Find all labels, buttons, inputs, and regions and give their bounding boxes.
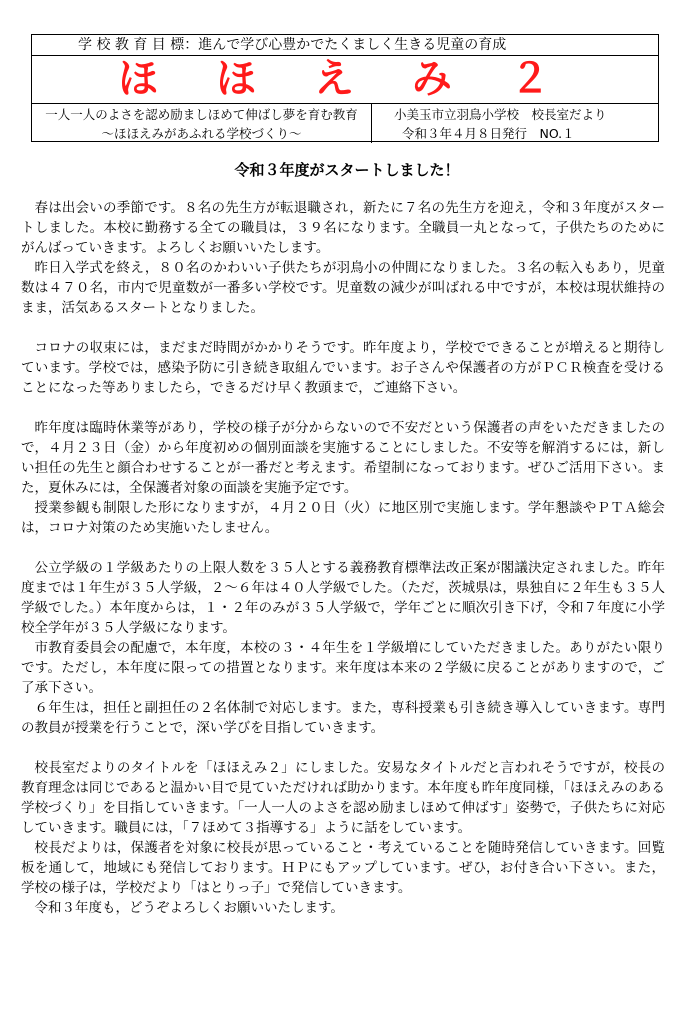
paragraph: 授業参観も制限した形になりますが，４月２０日（火）に地区別で実施します。学年懇談やＰＴＡ総会は，コロナ対策のため実施いたしません。 (21, 500, 665, 536)
issue-date-number: 令和３年４月８日発行 NO.１ (402, 126, 575, 141)
paragraph: 令和３年度も，どうぞよろしくお願いいたします。 (34, 900, 344, 916)
masthead (31, 34, 659, 142)
paragraph: 春は出会いの季節です。８名の先生方が転退職され，新たに７名の先生方を迎え，令和３年度がスタートしました。本校に勤務する全ての職員は，３９名になります。全職員一丸となって，子供たちのためにがんばっていきます。よろしくお願いいたします。 (21, 200, 665, 256)
masthead-info (32, 104, 658, 143)
motto-line-2: ～ほほえみがあふれる学校づくり～ (101, 126, 302, 141)
paragraph: 市教育委員会の配慮で，本年度，本校の３・４年生を１学級増にしていただきました。ありがたい限りです。ただし，本年度に限っての措置となります。来年度は本来の２学級に戻ることがありますので，ご了承下さい。 (21, 640, 665, 696)
article-headline: 令和３年度がスタートしました！ (234, 161, 460, 179)
article-body (21, 198, 665, 918)
motto-line-1: 一人一人のよさを認め励ましほめて伸ばし夢を育む教育 (45, 107, 358, 122)
publication-info (372, 104, 658, 143)
publisher: 小美玉市立羽鳥小学校 校長室だより (394, 107, 607, 122)
paragraph-gap (21, 398, 665, 418)
paragraph-gap (21, 538, 665, 558)
paragraph: 校長だよりは，保護者を対象に校長が思っていること・考えていることを随時発信していきます。回覧板を通して，地域にも発信しております。ＨＰにもアップしています。ぜひ，お付き合い下さい。また，学校の様子は，学校だより「はとりっ子」で発信していきます。 (21, 840, 665, 896)
school-goal: 学 校 教 育 目 標：進んで学び心豊かでたくましく生きる児童の育成 (32, 35, 658, 56)
education-motto (32, 104, 372, 143)
paragraph: 昨日入学式を終え，８０名のかわいい子供たちが羽鳥小の仲間になりました。３名の転入もあり，児童数は４７０名，市内で児童数が一番多い学校です。児童数の減少が叫ばれる中ですが，本校は現状維持のまま，活気あるスタートとなりました。 (21, 260, 665, 316)
paragraph-gap (21, 318, 665, 338)
paragraph-gap (21, 738, 665, 758)
paragraph: コロナの収束には，まだまだ時間がかかりそうです。昨年度より，学校でできることが増えると期待しています。学校では，感染予防に引き続き取組んでいます。お子さんや保護者の方がＰＣＲ検査を受けることになった等ありましたら，できるだけ早く教頭まで，ご連絡下さい。 (21, 340, 665, 396)
paragraph: ６年生は，担任と副担任の２名体制で対応します。また，専科授業も引き続き導入していきます。専門の教員が授業を行うことで，深い学びを目指していきます。 (21, 700, 665, 736)
paragraph: 昨年度は臨時休業等があり，学校の様子が分からないので不安だという保護者の声をいただきましたので，４月２３日（金）から年度初めの個別面談を実施することにしました。不安等を解消するには，新しい担任の先生と顔合わせすることが一番だと考えます。希望制になっております。ぜひご活用下さい。また，夏休みには，全保護者対象の面談を実施予定です。 (21, 420, 665, 496)
newsletter-title: ほ ほ え み ２ (32, 56, 658, 104)
paragraph: 校長室だよりのタイトルを「ほほえみ２」にしました。安易なタイトルだと言われそうですが，校長の教育理念は同じであると温かい目で見ていただければ助かります。本年度も昨年度同様，「ほほえみのある学校づくり」を目指していきます。「一人一人のよさを認め励ましほめて伸ばす」姿勢で，子供たちに対応していきます。職員には，「７ほめて３指導する」ように話をしています。 (21, 760, 665, 836)
paragraph: 公立学級の１学級あたりの上限人数を３５人とする義務教育標準法改正案が閣議決定されました。昨年度までは１年生が３５人学級，２～６年は４０人学級でした。（ただ，茨城県は，県独自に２年生も３５人学級でした。）本年度からは，１・２年のみが３５人学級で，学年ごとに順次引き下げ，令和７年度に小学校全学年が３５人学級になります。 (21, 560, 665, 636)
